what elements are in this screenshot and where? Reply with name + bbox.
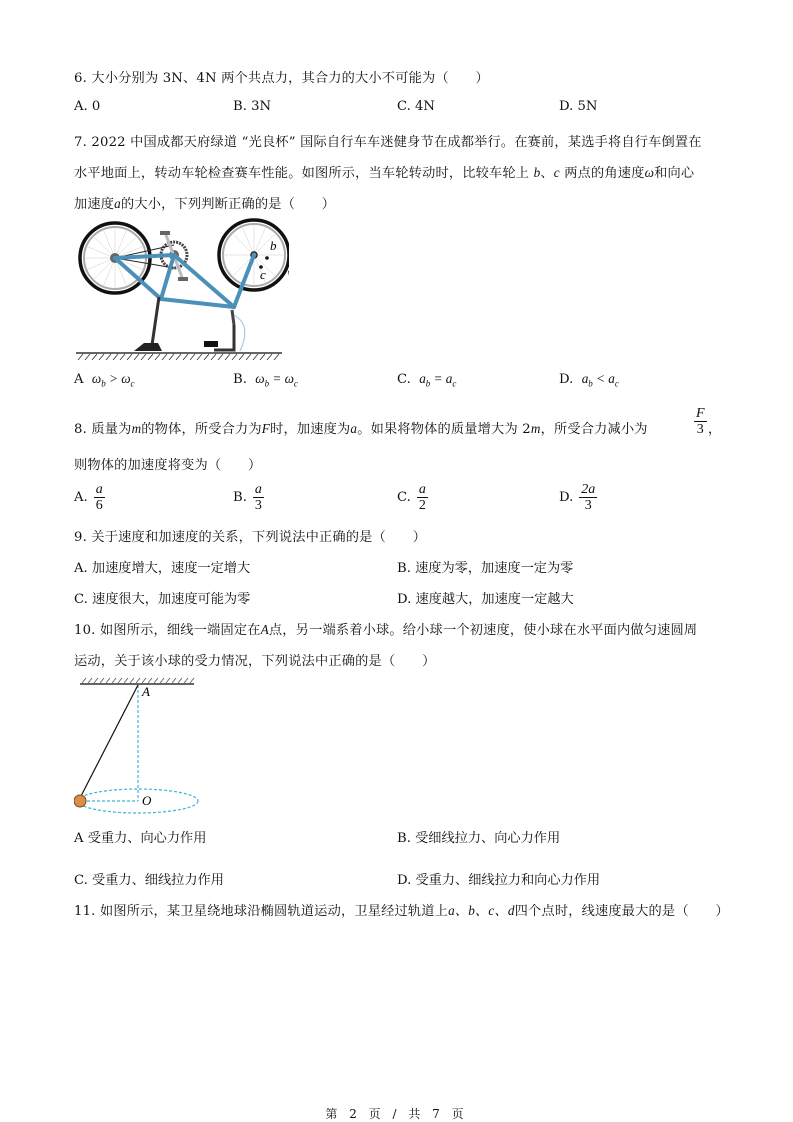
question-text: ，所受合力减小为 — [540, 422, 648, 437]
option-label: C. — [397, 490, 411, 505]
option-label: C. — [74, 873, 88, 888]
option-c[interactable] — [397, 99, 435, 114]
option-a[interactable] — [74, 482, 105, 513]
option-c[interactable] — [74, 588, 250, 607]
question-text: 如图所示，某卫星绕地球沿椭圆轨道运动，卫星经过轨道上 — [99, 904, 449, 919]
option-a[interactable] — [74, 557, 250, 576]
question-11 — [74, 900, 729, 919]
denominator: 2 — [418, 498, 426, 513]
question-text: 的物体，所受合力为 — [141, 422, 262, 437]
option-label: D. — [559, 490, 574, 505]
var-A: A — [260, 622, 269, 637]
denominator: 6 — [95, 498, 103, 513]
option-label: D. — [397, 873, 412, 888]
option-b[interactable] — [397, 827, 560, 846]
option-formula: $\omega_b > \omega_c$ — [91, 371, 135, 389]
option-a[interactable] — [74, 827, 206, 846]
orbit-points: a、b、c、d — [448, 903, 515, 918]
var-b: b — [533, 165, 541, 180]
question-text: 四个点时，线速度最大的是（ ） — [514, 904, 729, 919]
option-formula: $a_b = a_c$ — [419, 371, 457, 389]
question-text: 大小分别为 3N、4N 两个共点力，其合力的大小不可能为（ ） — [91, 71, 489, 86]
var-m: m — [530, 421, 541, 436]
question-9 — [74, 526, 426, 545]
option-c[interactable] — [74, 869, 224, 888]
var-a: a — [114, 196, 121, 211]
var-a: a — [350, 421, 358, 436]
option-a[interactable] — [74, 99, 100, 114]
option-label: C. — [397, 372, 411, 387]
question-10-line-1 — [74, 619, 697, 638]
option-b[interactable] — [397, 557, 573, 576]
denominator: 3 — [696, 422, 704, 437]
question-7-line-1 — [74, 131, 702, 150]
question-7-line-2 — [74, 162, 694, 181]
option-text: 3N — [251, 99, 272, 114]
option-formula: $a_b < a_c$ — [581, 371, 619, 389]
option-text: 受重力、细线拉力和向心力作用 — [415, 873, 601, 888]
option-d[interactable] — [559, 482, 597, 513]
option-label: D. — [559, 99, 574, 114]
question-text: 如图所示，细线一端固定在 — [99, 623, 261, 638]
option-text: 受重力、细线拉力作用 — [92, 873, 224, 888]
question-text: 关于速度和加速度的关系，下列说法中正确的是（ ） — [91, 530, 427, 545]
comma: ， — [708, 422, 722, 437]
bicycle-figure — [74, 215, 289, 360]
denominator: 3 — [584, 498, 592, 513]
option-label: A — [74, 831, 84, 846]
question-number: 8. — [74, 422, 87, 437]
option-text: 速度很大，加速度可能为零 — [92, 592, 251, 607]
option-label: D. — [559, 372, 574, 387]
question-text: 。如果将物体的质量增大为 2 — [357, 422, 531, 437]
option-label: C. — [74, 592, 88, 607]
option-label: A. — [74, 490, 88, 505]
option-label: B. — [233, 372, 247, 387]
numerator: a — [254, 482, 262, 497]
question-7-line-3 — [74, 193, 335, 212]
question-number: 10. — [74, 623, 96, 638]
numerator: 2a — [581, 482, 596, 497]
question-text: 水平地面上，转动车轮检查赛车性能。如图所示，当车轮转动时，比较车轮上 — [74, 166, 530, 181]
var-m: m — [131, 421, 142, 436]
option-label: B. — [233, 490, 247, 505]
var-omega: ω — [644, 165, 655, 180]
numerator: a — [95, 482, 103, 497]
question-number: 9. — [74, 530, 87, 545]
option-d[interactable] — [397, 869, 600, 888]
option-label: B. — [397, 831, 411, 846]
label-O: O — [142, 793, 152, 808]
option-text: 受细线拉力、向心力作用 — [415, 831, 561, 846]
option-text: 加速度增大，速度一定增大 — [91, 561, 251, 576]
question-text: 点，另一端系着小球。给小球一个初速度，使小球在水平面内做匀速圆周 — [268, 623, 698, 638]
option-b[interactable] — [233, 99, 271, 114]
question-number: 6. — [74, 71, 87, 86]
option-d[interactable] — [559, 371, 619, 389]
option-label: A — [74, 372, 84, 387]
option-d[interactable] — [397, 588, 574, 607]
option-d[interactable] — [559, 99, 597, 114]
question-8-line-1 — [74, 418, 648, 437]
option-text: 0 — [91, 99, 101, 114]
page-footer: 第 2 页 / 共 7 页 — [325, 1107, 468, 1121]
option-formula: $\omega_b = \omega_c$ — [255, 371, 298, 389]
question-number: 7. — [74, 135, 87, 150]
question-8-line-2: 则物体的加速度将变为（ ） — [74, 458, 262, 473]
option-text: 速度越大，加速度一定越大 — [415, 592, 574, 607]
option-text: 4N — [415, 99, 435, 114]
label-c: c — [260, 267, 266, 282]
question-text: 质量为 — [91, 422, 132, 437]
option-label: B. — [233, 99, 247, 114]
option-text: 速度为零，加速度一定为零 — [415, 561, 574, 576]
separator: 、 — [540, 166, 554, 181]
numerator: a — [418, 482, 426, 497]
option-text: 受重力、向心力作用 — [87, 831, 207, 846]
question-text: 和向心 — [654, 166, 695, 181]
option-label: B. — [397, 561, 411, 576]
denominator: 3 — [254, 498, 262, 513]
question-text: 的大小，下列判断正确的是（ ） — [120, 197, 336, 212]
option-c[interactable] — [397, 482, 428, 513]
label-A: A — [142, 684, 150, 699]
question-10-line-2: 运动，关于该小球的受力情况，下列说法中正确的是（ ） — [74, 654, 436, 669]
question-text: 加速度 — [74, 197, 115, 212]
question-text: 2022 中国成都天府绿道 “光良杯” 国际自行车车迷健身节在成都举行。在赛前，某选手将自行车倒置在 — [91, 135, 702, 150]
option-label: A. — [74, 561, 88, 576]
question-text: 两点的角速度 — [564, 166, 645, 181]
option-label: C. — [397, 99, 411, 114]
option-label: D. — [397, 592, 412, 607]
question-text: 时，加速度为 — [270, 422, 351, 437]
conical-pendulum-figure — [74, 674, 204, 819]
option-label: A. — [74, 99, 88, 114]
fraction-F-over-3 — [688, 406, 707, 437]
option-b[interactable] — [233, 482, 264, 513]
question-6 — [74, 67, 489, 86]
option-b[interactable] — [233, 371, 298, 389]
numerator: F — [696, 406, 705, 421]
var-c: c — [553, 165, 560, 180]
option-text: 5N — [577, 99, 598, 114]
var-F: F — [261, 421, 271, 436]
option-c[interactable] — [397, 371, 456, 389]
question-number: 11. — [74, 904, 96, 919]
label-b: b — [270, 238, 277, 253]
option-a[interactable] — [74, 371, 135, 389]
